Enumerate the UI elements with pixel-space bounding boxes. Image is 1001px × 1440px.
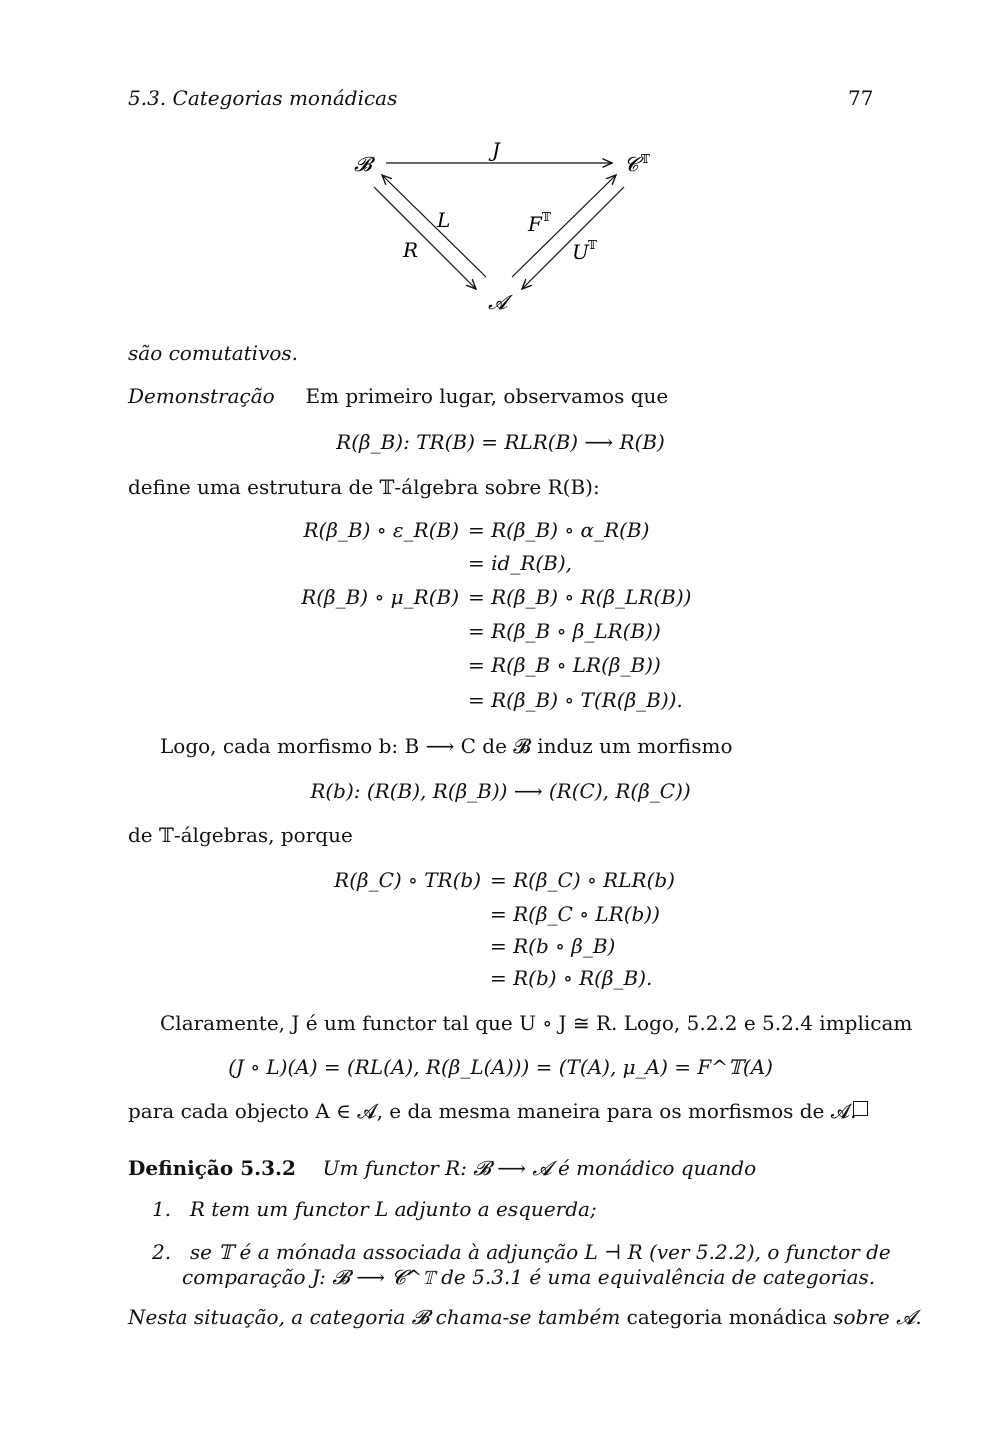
item-2 — [152, 1240, 891, 1264]
item-2-number: 2. — [152, 1240, 172, 1264]
item-2-text: se 𝕋 é a mónada associada à adjunção L ⊣ R (ver 5.2.2), o functor de — [189, 1240, 891, 1264]
node-B: 𝓑 — [354, 152, 372, 176]
qed-box-icon — [853, 1101, 868, 1116]
label-J: J — [492, 138, 501, 162]
final-line — [128, 1305, 922, 1329]
claramente-line: Claramente, J é um functor tal que U ∘ J ≅ R. Logo, 5.2.2 e 5.2.4 implicam — [160, 1011, 913, 1035]
arrow-R — [374, 187, 476, 289]
logo-line: Logo, cada morfismo b: B ⟶ C de 𝓑 induz um morfismo — [160, 734, 733, 758]
defines-line: define uma estrutura de 𝕋-álgebra sobre R(B): — [128, 475, 600, 499]
eq1-row — [0, 551, 1001, 583]
eq-rhs: = R(β_B) ∘ α_R(B) — [468, 518, 650, 542]
label-F: F — [528, 212, 542, 236]
item-1-number: 1. — [152, 1197, 172, 1221]
item-1-text: R tem um functor L adjunto a esquerda; — [189, 1197, 597, 1221]
node-C-sup: 𝕋 — [641, 152, 650, 166]
eq-rhs: = R(β_B) ∘ T(R(β_B)). — [468, 688, 683, 712]
item-2-continued: comparação J: 𝓑 ⟶ 𝓒^𝕋 de 5.3.1 é uma equivalência de categorias. — [182, 1265, 876, 1289]
eq-rhs: = R(β_C ∘ LR(b)) — [490, 902, 660, 926]
equation-beta: R(β_B): TR(B) = RLR(B) ⟶ R(B) — [336, 430, 665, 454]
label-U: U — [572, 240, 589, 264]
eq1-row — [0, 518, 1001, 550]
definition-line — [128, 1156, 756, 1180]
proof-line — [128, 384, 668, 408]
de-algebras-line: de 𝕋-álgebras, porque — [128, 823, 353, 847]
eq-rhs: = R(b ∘ β_B) — [490, 934, 616, 958]
final-text-c: sobre 𝓐. — [833, 1305, 922, 1329]
proof-label: Demonstração — [128, 384, 275, 408]
eq1-row — [0, 619, 1001, 651]
equation-JL: (J ∘ L)(A) = (RL(A), R(β_L(A))) = (T(A), μ_A) = F^𝕋(A) — [228, 1055, 773, 1079]
arrow-L — [382, 175, 486, 277]
eq1-row — [0, 653, 1001, 685]
node-C: 𝓒 — [624, 152, 639, 176]
definition-label: Definição 5.3.2 — [128, 1156, 296, 1180]
eq-rhs: = R(b) ∘ R(β_B). — [490, 966, 653, 990]
eq-rhs: = R(β_B ∘ β_LR(B)) — [468, 619, 661, 643]
final-text-a: Nesta situação, a categoria 𝓑 chama-se também — [128, 1305, 621, 1329]
eq-lhs: R(β_B) ∘ ε_R(B) — [303, 518, 459, 542]
para-cada-line: para cada objecto A ∈ 𝓐, e da mesma maneira para os morfismos de 𝓐. — [128, 1099, 857, 1123]
eq2-row — [0, 868, 1001, 900]
page-number: 77 — [848, 86, 874, 110]
eq1-row — [0, 688, 1001, 720]
arrow-U — [522, 187, 624, 289]
proof-intro: Em primeiro lugar, observamos que — [305, 384, 669, 408]
label-U-sup: 𝕋 — [588, 238, 597, 252]
eq-rhs: = id_R(B), — [468, 551, 573, 575]
running-header: 5.3. Categorias monádicas — [128, 86, 398, 110]
equation-block-1 — [0, 518, 1001, 718]
equation-block-2 — [0, 868, 1001, 998]
eq-rhs: = R(β_C) ∘ RLR(b) — [490, 868, 675, 892]
label-L: L — [437, 208, 451, 232]
item-1 — [152, 1197, 597, 1221]
equation-morphism: R(b): (R(B), R(β_B)) ⟶ (R(C), R(β_C)) — [310, 779, 691, 803]
label-R: R — [403, 238, 419, 262]
final-text-b: categoria monádica — [626, 1305, 827, 1329]
eq2-row — [0, 934, 1001, 966]
eq2-row — [0, 902, 1001, 934]
node-A: 𝓐 — [488, 290, 508, 314]
eq-rhs: = R(β_B ∘ LR(β_B)) — [468, 653, 661, 677]
eq-rhs: = R(β_B) ∘ R(β_LR(B)) — [468, 585, 692, 609]
commutative-diagram — [330, 135, 670, 325]
commutative-text: são comutativos. — [128, 341, 299, 365]
eq2-row — [0, 966, 1001, 998]
eq1-row — [0, 585, 1001, 617]
eq-lhs: R(β_B) ∘ μ_R(B) — [301, 585, 459, 609]
eq-lhs: R(β_C) ∘ TR(b) — [334, 868, 481, 892]
label-F-sup: 𝕋 — [542, 210, 551, 224]
definition-text: Um functor R: 𝓑 ⟶ 𝓐 é monádico quando — [322, 1156, 757, 1180]
